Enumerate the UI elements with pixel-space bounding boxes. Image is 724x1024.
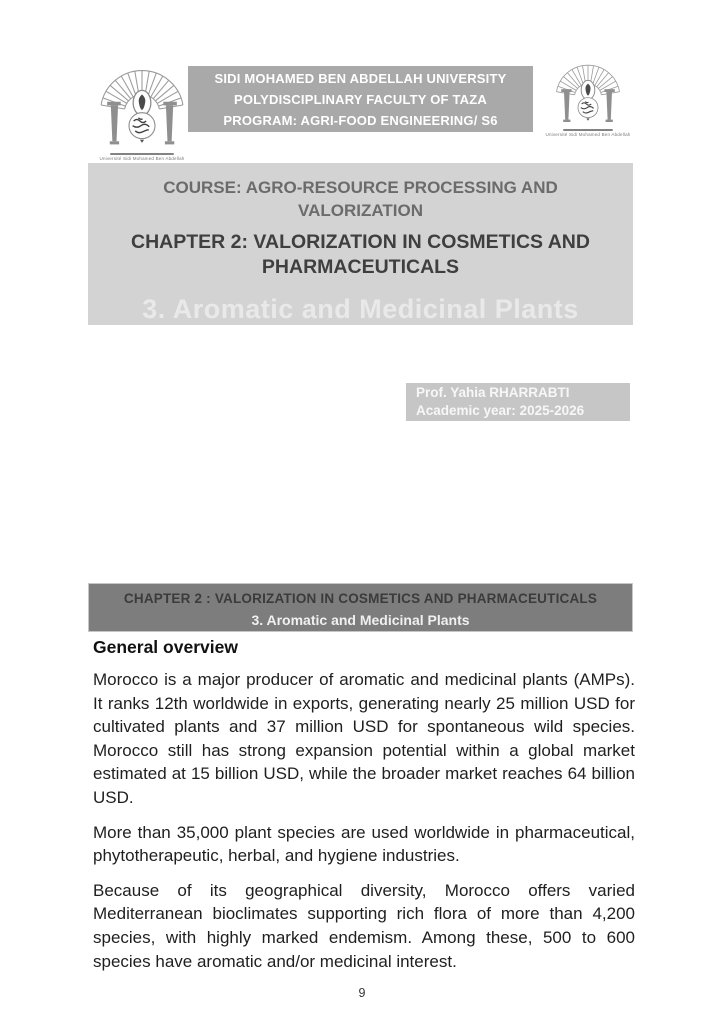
academic-year: Academic year: 2025-2026 — [416, 403, 585, 418]
banner-section-title: 3. Aromatic and Medicinal Plants — [251, 612, 470, 628]
chapter-title-line2: PHARMACEUTICALS — [261, 256, 460, 278]
university-emblem-icon — [548, 54, 628, 128]
author-name: Prof. Yahia RHARRABTI — [416, 385, 570, 400]
logo-caption-text: Université Sidi Mohamed Ben Abdellah — [99, 156, 185, 162]
course-title-line2: VALORIZATION — [298, 201, 423, 220]
institution-line-faculty: POLYDISCIPLINARY FACULTY OF TAZA — [234, 91, 487, 107]
course-title-line1: COURSE: AGRO-RESOURCE PROCESSING AND — [163, 178, 558, 197]
section-subtitle: 3. Aromatic and Medicinal Plants — [142, 294, 579, 324]
course-title-box — [88, 163, 633, 325]
logo-caption-text: Université Sidi Mohamed Ben Abdellah — [545, 132, 631, 138]
university-logo-left — [90, 56, 194, 161]
section-heading: General overview — [93, 637, 238, 657]
logo-caption-arabic — [563, 129, 613, 132]
author-box — [406, 383, 630, 421]
institution-line-university: SIDI MOHAMED BEN ABDELLAH UNIVERSITY — [214, 70, 507, 86]
chapter-title-line1: CHAPTER 2: VALORIZATION IN COSMETICS AND — [131, 231, 590, 253]
section-banner — [88, 583, 633, 632]
paragraph-production: Morocco is a major producer of aromatic and medicinal plants (AMPs). It ranks 12th worldwide in exports, generating nearly 25 million USD for cultivated plants and 37 million USD for spontaneous wild species. Morocco still has strong expansion potential within a global market estimated at 15 billion USD, while the broader market reaches 64 billion USD. — [93, 670, 635, 807]
university-emblem-icon — [90, 56, 194, 152]
institution-line-program: PROGRAM: AGRI-FOOD ENGINEERING/ S6 — [223, 112, 498, 128]
paragraph-geographical-diversity: Because of its geographical diversity, Morocco offers varied Mediterranean bioclimates supporting rich flora of more than 4,200 species, with highly marked endemism. Among these, 500 to 600 species have aromatic and/or medicinal interest. — [93, 880, 635, 971]
paragraph-species-worldwide: More than 35,000 plant species are used worldwide in pharmaceutical, phytotherapeutic, herbal, and hygiene industries. — [93, 822, 635, 866]
banner-chapter-title: CHAPTER 2 : VALORIZATION IN COSMETICS AND PHARMACEUTICALS — [123, 591, 598, 606]
body-content — [93, 637, 635, 984]
institution-header-box — [188, 66, 533, 132]
logo-caption-arabic — [110, 153, 174, 156]
university-logo-right — [545, 54, 631, 138]
page-number: 9 — [358, 986, 366, 1000]
